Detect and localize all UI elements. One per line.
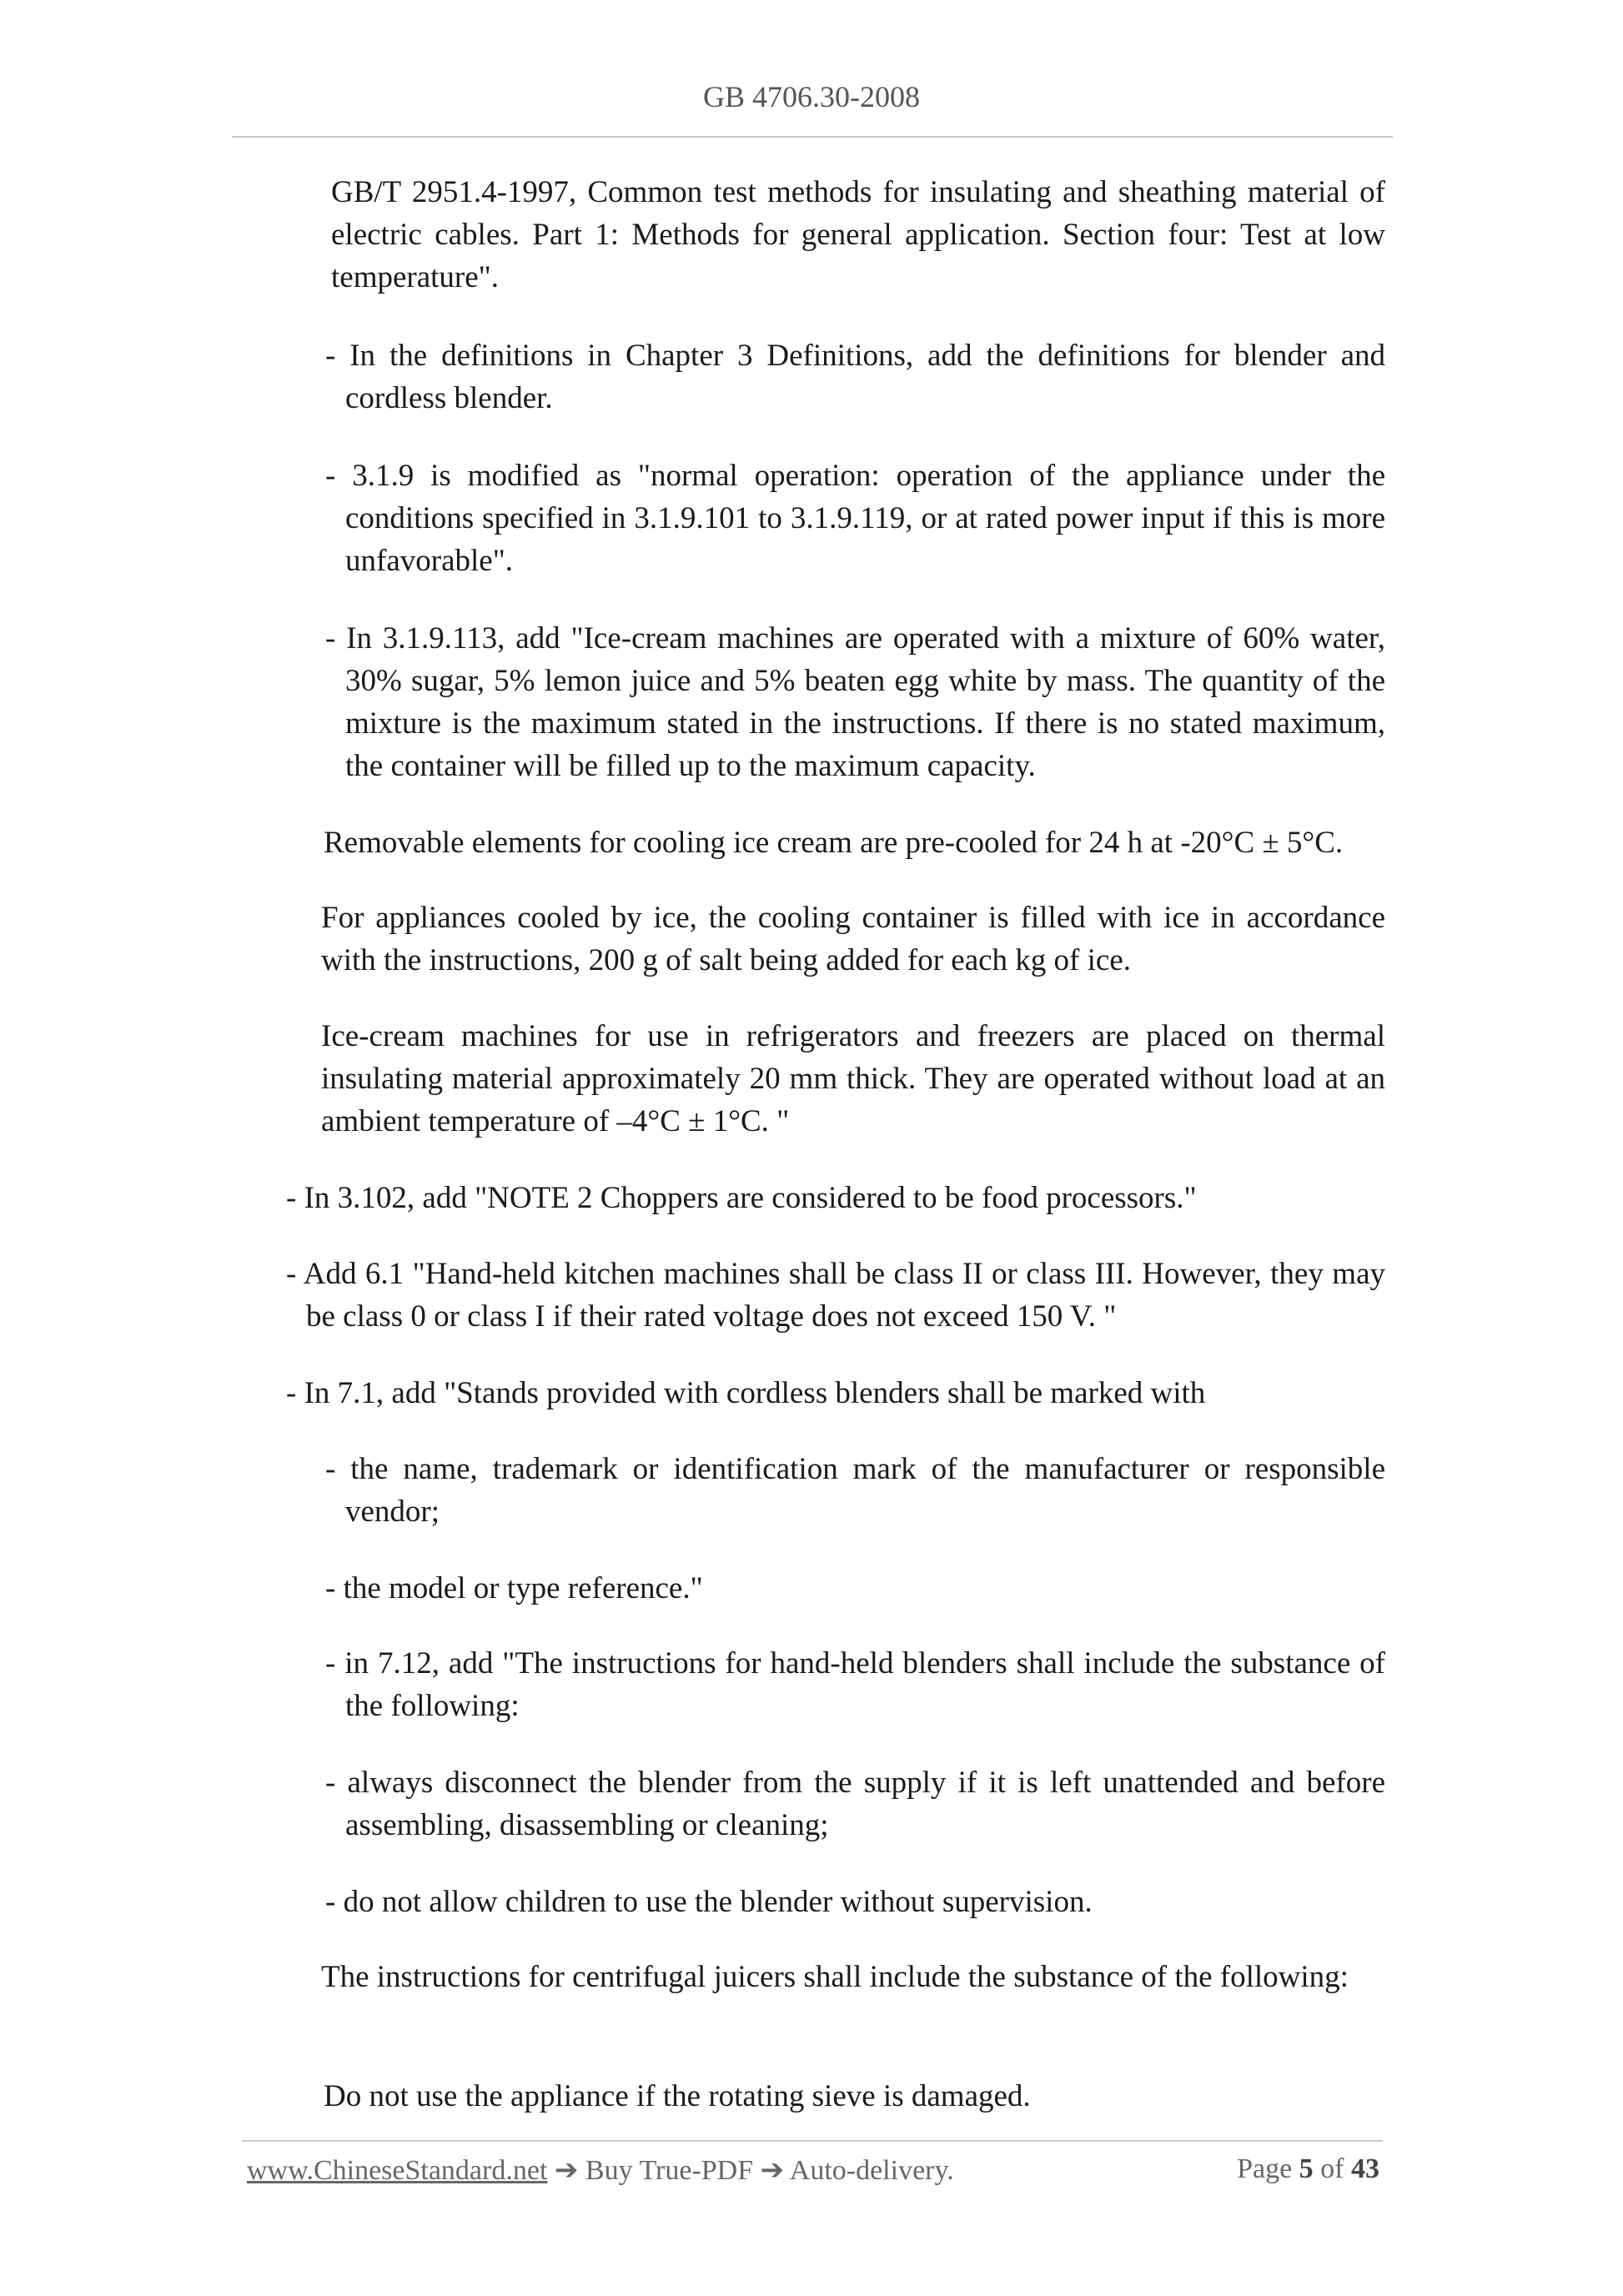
page-indicator bbox=[1237, 2153, 1379, 2195]
list-item-7-1: - In 7.1, add "Stands provided with cordless blenders shall be marked with bbox=[286, 1376, 1206, 1410]
page-header-title: GB 4706.30-2008 bbox=[703, 80, 920, 113]
paragraph-rotating-sieve: Do not use the appliance if the rotating sieve is damaged. bbox=[324, 2079, 1031, 2113]
paragraph-removable-elements: Removable elements for cooling ice cream are pre-cooled for 24 h at -20°C ± 5°C. bbox=[324, 826, 1344, 860]
of-label: of bbox=[1320, 2153, 1344, 2184]
footer-promo bbox=[247, 2153, 954, 2195]
paragraph-ice-cooled: For appliances cooled by ice, the cooling container is filled with ice in accordance with the instructions, 200 g of salt being added for each kg of ice. bbox=[321, 901, 1385, 977]
list-item-7-12: - in 7.12, add "The instructions for hand-held blenders shall include the substance of the following: bbox=[325, 1646, 1385, 1723]
footer-divider bbox=[242, 2140, 1383, 2142]
header-divider bbox=[232, 136, 1393, 138]
total-pages-number: 43 bbox=[1351, 2153, 1379, 2184]
arrow-right-icon: ➔ bbox=[554, 2155, 579, 2186]
list-item-3-1-9-113: - In 3.1.9.113, add "Ice-cream machines are operated with a mixture of 60% water, 30% sugar, 5% lemon juice and 5% beaten egg white by mass. The quantity of the mixture is the maximum stated in the instructions. If there is no stated maximum, the container will be filled up to the maximum capacity. bbox=[325, 621, 1385, 783]
paragraph-centrifugal-juicers: The instructions for centrifugal juicers shall include the substance of the following: bbox=[321, 1960, 1349, 1994]
arrow-right-icon: ➔ bbox=[760, 2155, 785, 2186]
chinese-standard-link[interactable]: www.ChineseStandard.net bbox=[247, 2155, 548, 2186]
buy-true-pdf-text: Buy True-PDF bbox=[585, 2155, 754, 2186]
list-item-disconnect: - always disconnect the blender from the supply if it is left unattended and before assembling, disassembling or cleaning; bbox=[325, 1766, 1385, 1842]
list-item-manufacturer-name: - the name, trademark or identification mark of the manufacturer or responsible vendor; bbox=[325, 1452, 1385, 1529]
current-page-number: 5 bbox=[1299, 2153, 1314, 2184]
paragraph-gbt-reference: GB/T 2951.4-1997, Common test methods for insulating and sheathing material of electric cables. Part 1: Methods for general application. Section four: Test at low temperature". bbox=[331, 175, 1385, 294]
list-item-6-1: - Add 6.1 "Hand-held kitchen machines shall be class II or class III. However, they may be class 0 or class I if their rated voltage does not exceed 150 V. " bbox=[286, 1257, 1385, 1334]
list-item-model-reference: - the model or type reference." bbox=[325, 1571, 703, 1605]
auto-delivery-text: Auto-delivery. bbox=[789, 2155, 954, 2186]
page-label: Page bbox=[1237, 2153, 1293, 2184]
paragraph-refrigerator-machines: Ice-cream machines for use in refrigerators and freezers are placed on thermal insulating material approximately 20 mm thick. They are operated without load at an ambient temperature of –4°C ± 1°C. " bbox=[321, 1019, 1385, 1138]
list-item-children: - do not allow children to use the blender without supervision. bbox=[325, 1885, 1093, 1919]
list-item-definitions: - In the definitions in Chapter 3 Definitions, add the definitions for blender and cordless blender. bbox=[325, 339, 1385, 415]
list-item-3-1-9: - 3.1.9 is modified as "normal operation: operation of the appliance under the conditions specified in 3.1.9.101 to 3.1.9.119, or at rated power input if this is more unfavorable". bbox=[325, 459, 1385, 578]
list-item-3-102: - In 3.102, add "NOTE 2 Choppers are considered to be food processors." bbox=[286, 1181, 1197, 1215]
